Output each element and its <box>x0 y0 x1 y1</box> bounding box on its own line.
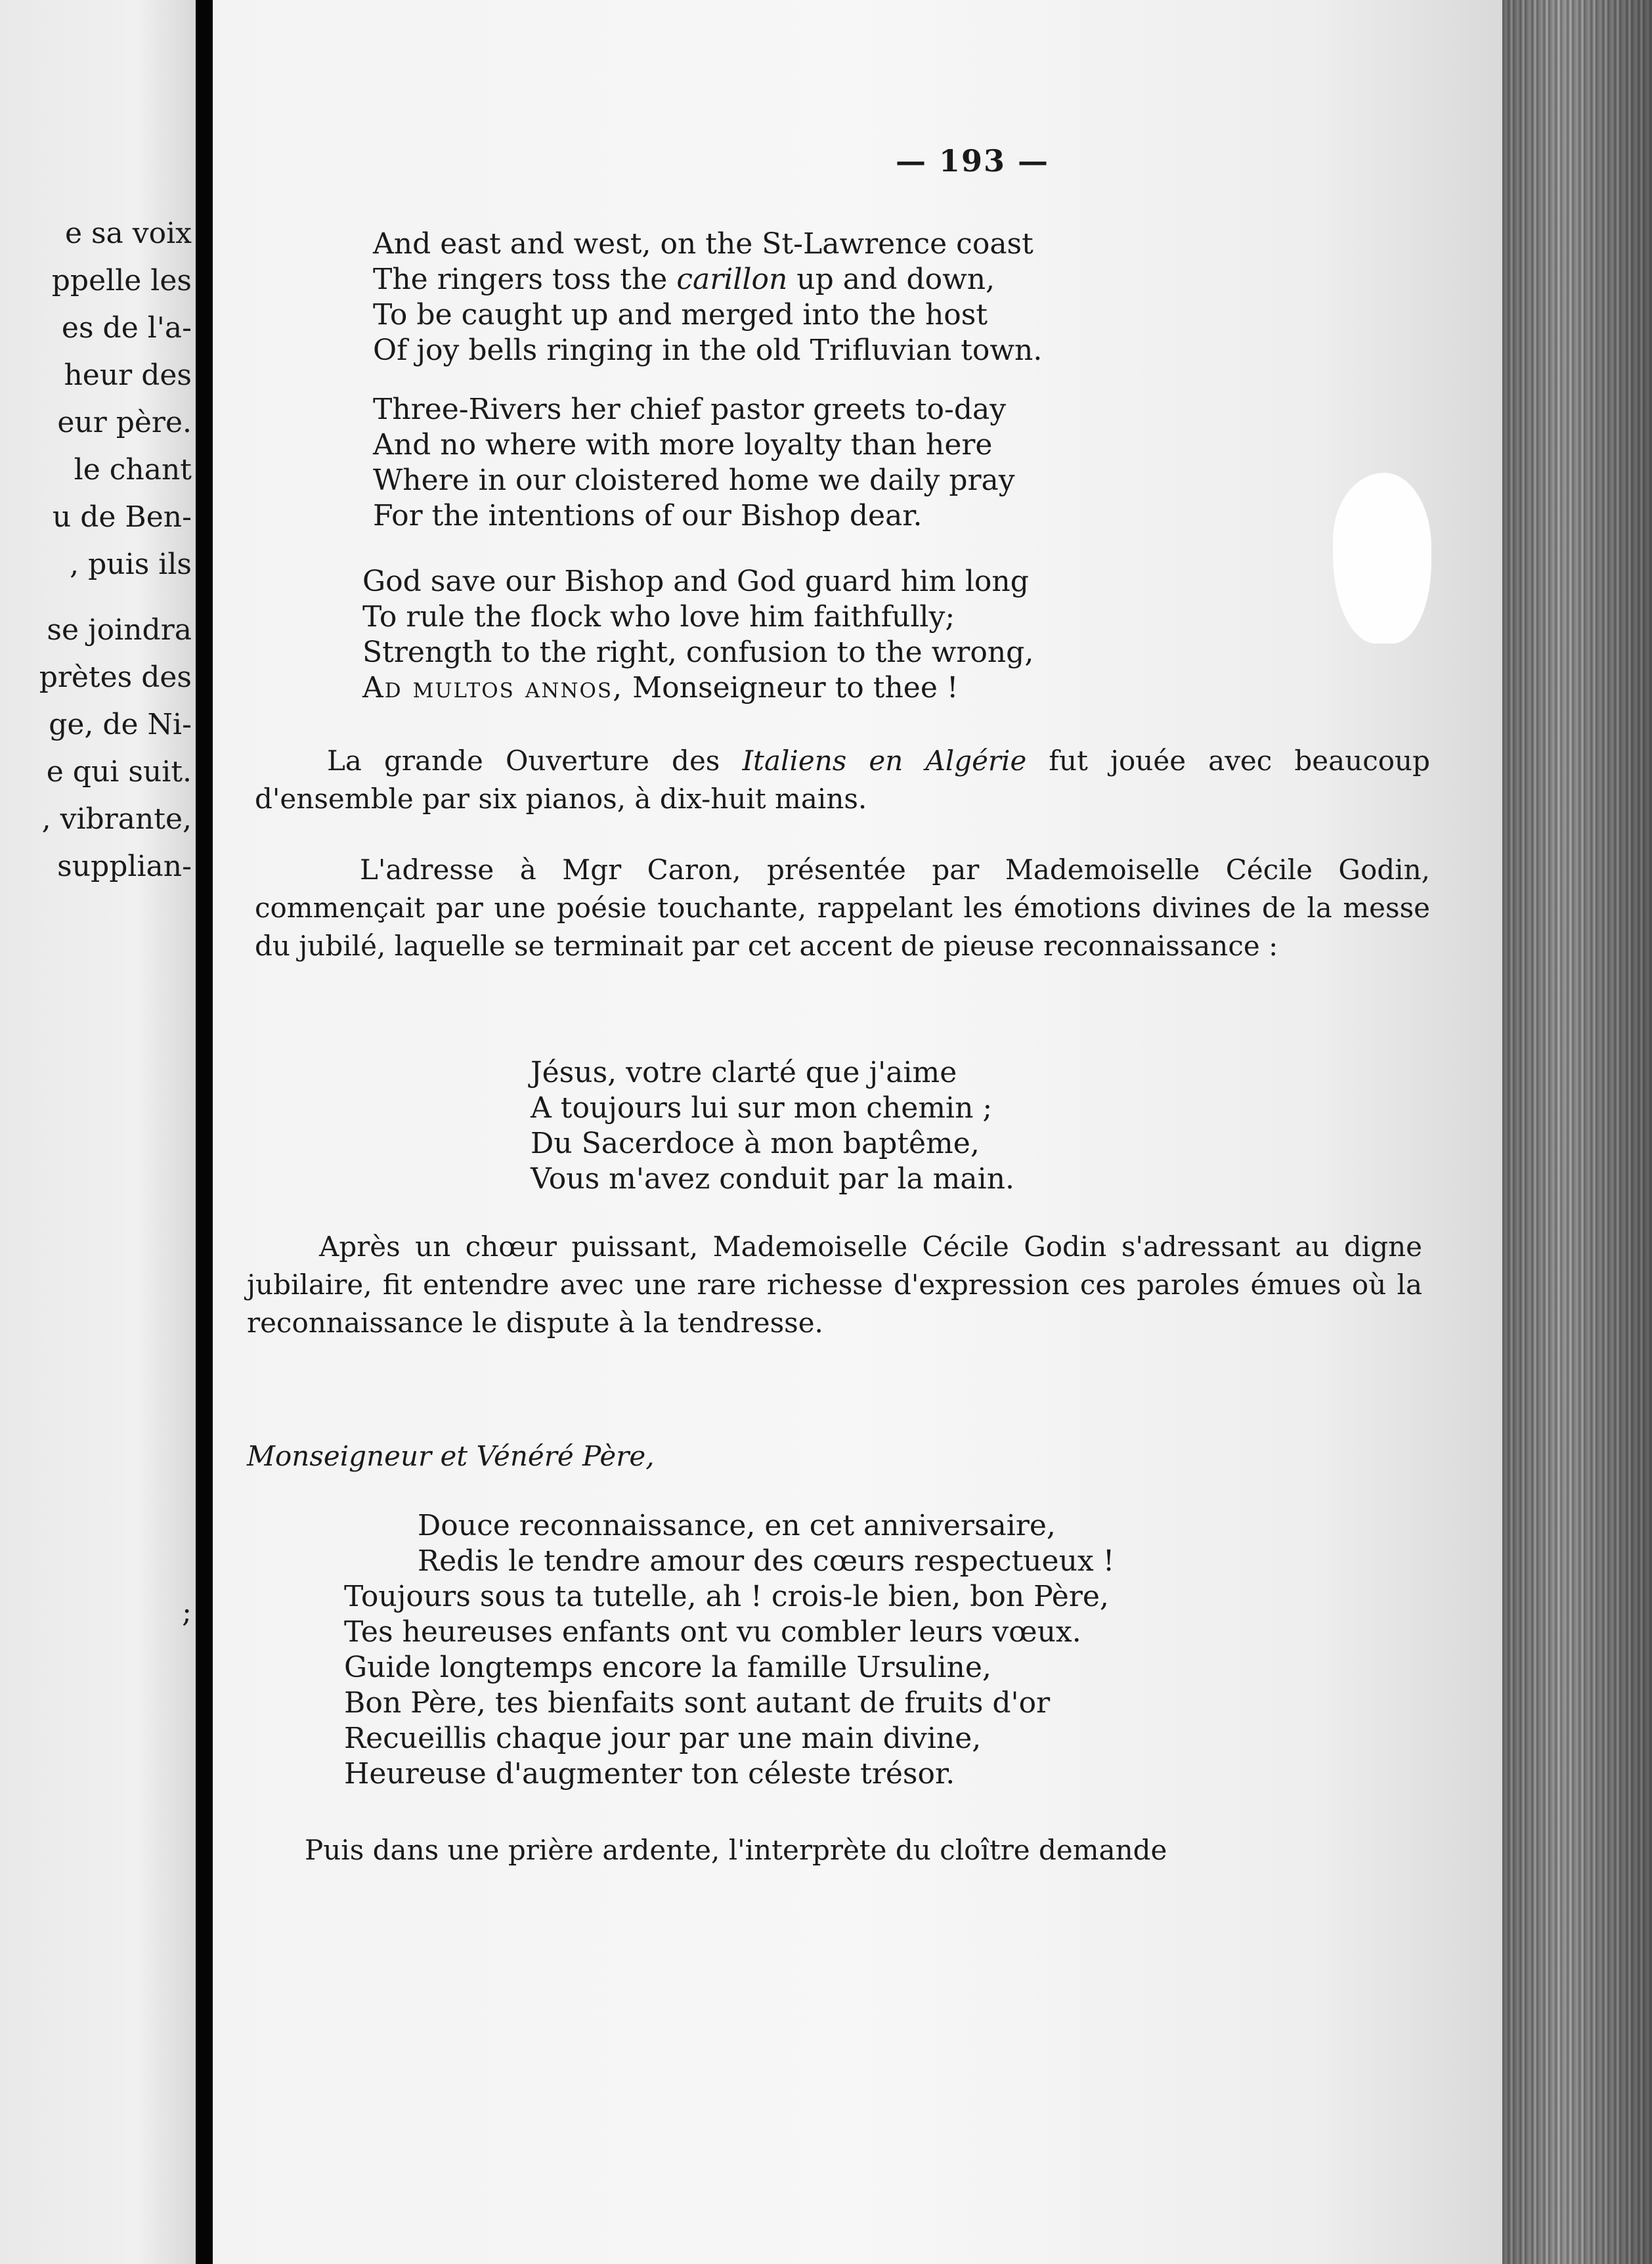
verse-line-rest: Monseigneur to thee ! <box>623 671 959 705</box>
left-fragment-line: le chant <box>74 453 192 487</box>
left-fragment-line: prètes des <box>39 661 192 694</box>
verse-line: Of joy bells ringing in the old Trifluvian town. <box>373 334 1043 367</box>
paragraph-2: L'adresse à Mgr Caron, présentée par Mademoiselle Cécile Godin, commençait par une poésie touchante, rappelant les émotions divines de la messe du jubilé, laquelle se terminait par cet accent de pieuse reconnaissance : <box>255 854 1430 962</box>
left-page-fragment <box>0 0 196 2264</box>
paragraph-1 <box>255 742 1430 818</box>
left-fragment-line: ; <box>182 1596 192 1629</box>
paragraph-text: fut jouée avec beaucoup d'ensemble par six pianos, à dix-huit mains. <box>255 745 1430 815</box>
left-fragment-line: se joindra <box>47 613 192 647</box>
left-fragment-line: es de l'a- <box>61 311 192 345</box>
verse-line: To rule the flock who love him faithfully; <box>362 600 955 634</box>
verse-line: Recueillis chaque jour par une main divine, <box>344 1722 982 1755</box>
verse-line: To be caught up and merged into the host <box>373 298 988 332</box>
verse-line: Bon Père, tes bienfaits sont autant de fruits d'or <box>344 1686 1051 1720</box>
verse-line: A toujours lui sur mon chemin ; <box>531 1091 993 1125</box>
left-fragment-line: , vibrante, <box>41 802 192 836</box>
left-fragment-line: e sa voix <box>64 217 192 250</box>
verse-line: Vous m'avez conduit par la main. <box>531 1162 1015 1196</box>
left-fragment-line: , puis ils <box>70 548 192 581</box>
verse-line: Toujours sous ta tutelle, ah ! crois-le bien, bon Père, <box>344 1580 1109 1613</box>
page-number: — 193 — <box>896 143 1050 179</box>
ink-blot <box>1333 473 1431 643</box>
verse-line: Tes heureuses enfants ont vu combler leurs vœux. <box>344 1615 1081 1649</box>
paragraph-3: Après un chœur puissant, Mademoiselle Cécile Godin s'adressant au digne jubilaire, fit entendre avec une rare richesse d'expression ces paroles émues où la reconnaissance le dispute à la tendresse. <box>247 1230 1422 1339</box>
verse-line: Guide longtemps encore la famille Ursuline, <box>344 1651 991 1684</box>
smallcaps-phrase: Ad multos annos, <box>362 671 624 705</box>
left-fragment-line: heur des <box>64 359 192 392</box>
verse-line: The ringers toss the carillon up and down, <box>373 263 995 296</box>
verse-line: For the intentions of our Bishop dear. <box>373 499 923 533</box>
verse-line: Du Sacerdoce à mon baptême, <box>531 1127 980 1160</box>
left-fragment-line: u de Ben- <box>52 500 192 534</box>
book-page-edges <box>1502 0 1652 2264</box>
verse-line: And east and west, on the St-Lawrence coast <box>373 227 1033 261</box>
verse-line: And no where with more loyalty than here <box>373 428 993 462</box>
left-fragment-line: ge, de Ni- <box>49 708 192 741</box>
verse-line: Three-Rivers her chief pastor greets to-day <box>373 393 1007 426</box>
salutation: Monseigneur et Vénéré Père, <box>247 1440 655 1472</box>
left-fragment-line: eur père. <box>57 406 192 439</box>
verse-line: Jésus, votre clarté que j'aime <box>531 1056 957 1089</box>
verse-line: Where in our cloistered home we daily pray <box>373 464 1015 497</box>
paragraph-text: La grande Ouverture des <box>327 745 743 777</box>
book-gutter <box>196 0 213 2264</box>
paragraph-italic: Italiens en Algérie <box>742 745 1027 777</box>
left-fragment-line: supplian- <box>57 850 192 883</box>
verse-line: Douce reconnaissance, en cet anniversaire, <box>418 1509 1056 1542</box>
main-page <box>213 0 1502 2264</box>
verse-line: God save our Bishop and God guard him long <box>362 565 1029 598</box>
verse-line: Strength to the right, confusion to the wrong, <box>362 636 1034 669</box>
paragraph-4: Puis dans une prière ardente, l'interprète du cloître demande <box>305 1834 1167 1866</box>
verse-line: Redis le tendre amour des cœurs respectueux ! <box>418 1544 1115 1578</box>
left-fragment-line: ppelle les <box>51 264 192 297</box>
verse-line <box>362 670 959 707</box>
verse-line: Heureuse d'augmenter ton céleste trésor. <box>344 1757 955 1791</box>
left-fragment-line: e qui suit. <box>46 755 192 789</box>
